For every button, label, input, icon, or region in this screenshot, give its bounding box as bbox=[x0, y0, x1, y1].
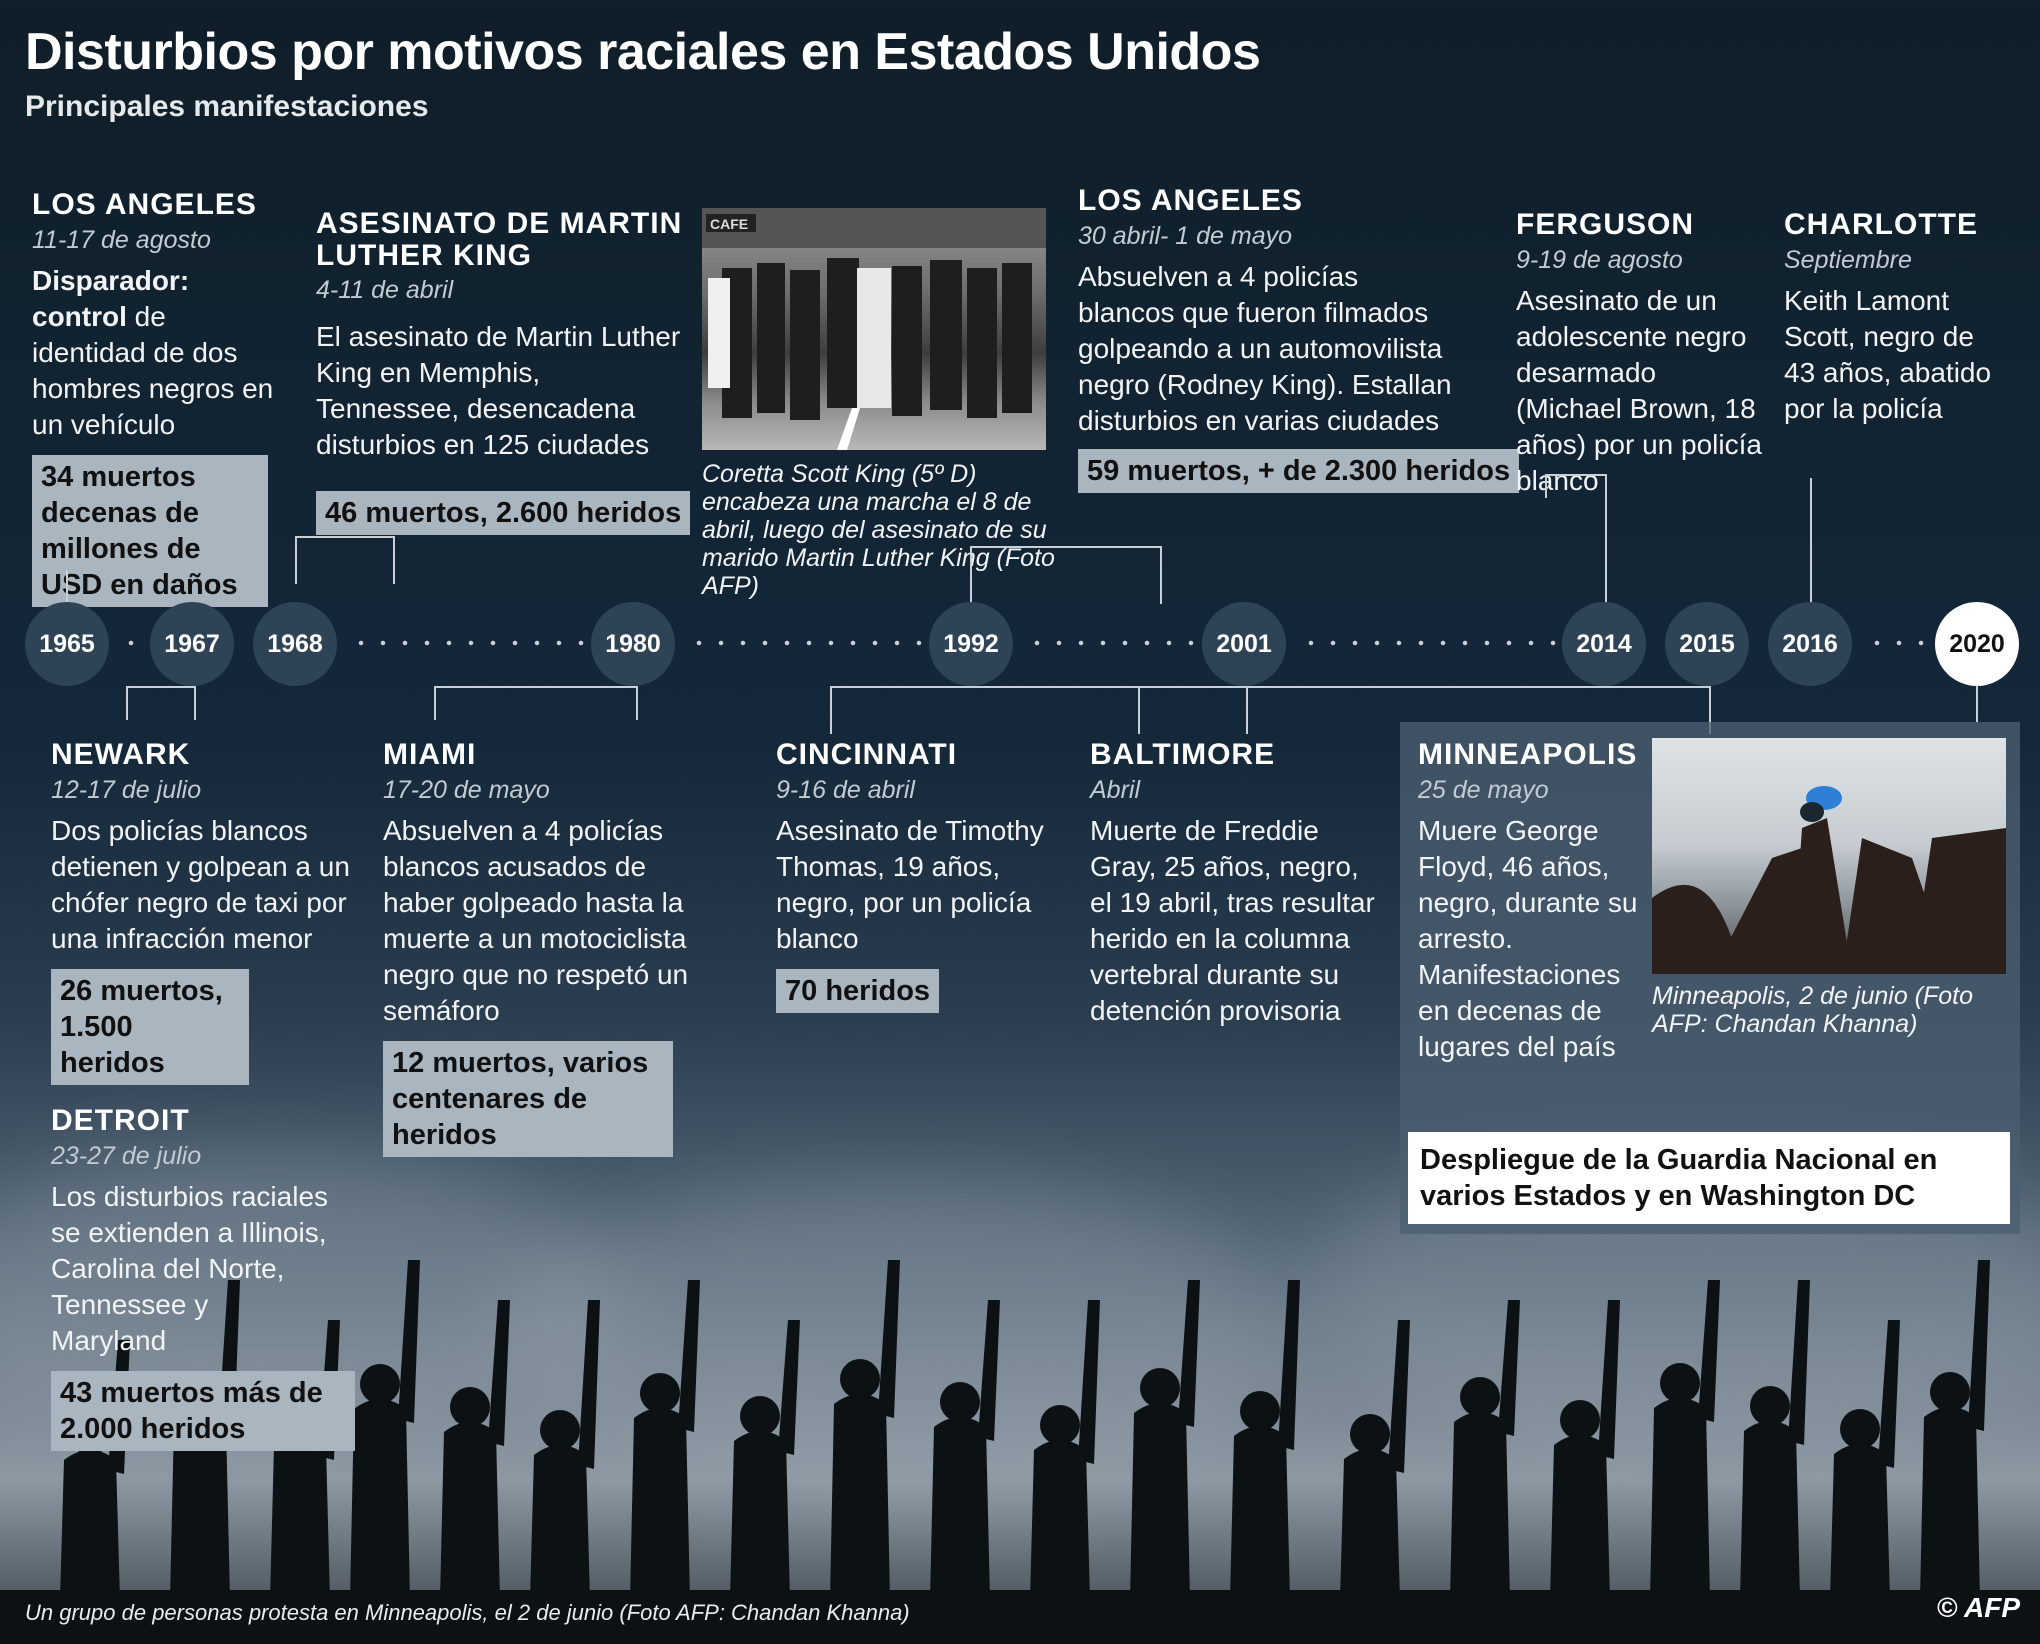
event-description: Absuelven a 4 policías blancos acusados de haber golpeado hasta la muerte a un motociclista negro que no respetó un semáforo bbox=[383, 815, 689, 1026]
event-date: 9-19 de agosto bbox=[1516, 246, 1683, 274]
afp-logo: © AFP bbox=[1936, 1592, 2020, 1623]
event-city: BALTIMORE bbox=[1090, 738, 1276, 771]
event-city: LOS ANGELES bbox=[32, 188, 257, 221]
event-ferguson-2014 bbox=[1516, 208, 1766, 499]
fists-photo-caption: Minneapolis, 2 de junio (Foto AFP: Chandan Khanna) bbox=[1652, 982, 1974, 1038]
event-mlk-1968 bbox=[316, 208, 686, 535]
event-toll: 34 muertos decenas de millones de USD en daños bbox=[32, 455, 268, 607]
event-date: 4-11 de abril bbox=[316, 276, 454, 304]
event-date: 11-17 de agosto bbox=[32, 226, 211, 254]
event-los-angeles-1992 bbox=[1078, 184, 1518, 493]
event-city: CINCINNATI bbox=[776, 738, 958, 771]
timeline-dots bbox=[1866, 640, 1932, 646]
year-2014[interactable]: 2014 bbox=[1562, 602, 1646, 686]
event-date: 12-17 de julio bbox=[51, 776, 202, 804]
connector bbox=[434, 686, 638, 720]
connector bbox=[1545, 474, 1547, 498]
march-photo-caption: Coretta Scott King (5º D) encabeza una marcha el 8 de abril, luego del asesinato de su marido Martin Luther King (Foto AFP) bbox=[702, 460, 1055, 600]
event-city: LOS ANGELES bbox=[1078, 184, 1303, 217]
page-title: Disturbios por motivos raciales en Estados Unidos bbox=[25, 23, 1261, 81]
event-toll: 43 muertos más de 2.000 heridos bbox=[51, 1371, 355, 1451]
event-description-text: de identidad de dos hombres negros en un vehículo bbox=[32, 301, 274, 440]
event-city: NEWARK bbox=[51, 738, 191, 771]
event-description: El asesinato de Martin Luther King en Memphis, Tennessee, desencadena disturbios en 125 ciudades bbox=[316, 321, 681, 460]
event-toll: 26 muertos, 1.500 heridos bbox=[51, 969, 249, 1085]
year-2015[interactable]: 2015 bbox=[1665, 602, 1749, 686]
event-date: 25 de mayo bbox=[1418, 776, 1549, 804]
event-charlotte-2016 bbox=[1784, 208, 1994, 427]
event-date: 30 abril- 1 de mayo bbox=[1078, 222, 1293, 250]
event-city: ASESINATO DE MARTIN LUTHER KING bbox=[316, 207, 683, 272]
year-1965[interactable]: 1965 bbox=[25, 602, 109, 686]
timeline-dots bbox=[120, 640, 140, 646]
event-date: 17-20 de mayo bbox=[383, 776, 550, 804]
connector bbox=[126, 686, 196, 720]
march-photo bbox=[702, 208, 1046, 450]
event-description: Los disturbios raciales se extienden a Illinois, Carolina del Norte, Tennessee y Maryland bbox=[51, 1181, 329, 1356]
event-minneapolis-2020 bbox=[1400, 722, 2020, 1234]
fists-photo bbox=[1652, 738, 2006, 974]
year-2020[interactable]: 2020 bbox=[1935, 602, 2019, 686]
event-toll: 12 muertos, varios centenares de heridos bbox=[383, 1041, 673, 1157]
event-description: Muere George Floyd, 46 años, negro, durante su arresto. Manifestaciones en decenas de lugares del país bbox=[1418, 815, 1638, 1062]
event-city: FERGUSON bbox=[1516, 208, 1695, 241]
event-description: Asesinato de Timothy Thomas, 19 años, negro, por un policía blanco bbox=[776, 815, 1044, 954]
connector bbox=[970, 546, 1162, 604]
event-description: Keith Lamont Scott, negro de 43 años, abatido por la policía bbox=[1784, 285, 1992, 424]
event-trigger: Disparador: control bbox=[32, 265, 190, 332]
event-date: Septiembre bbox=[1784, 246, 1912, 274]
event-toll: 46 muertos, 2.600 heridos bbox=[316, 491, 690, 535]
event-city: MIAMI bbox=[383, 738, 477, 771]
event-newark-1967 bbox=[51, 738, 361, 1085]
page-subtitle: Principales manifestaciones bbox=[25, 90, 429, 123]
connector bbox=[1545, 474, 1607, 604]
year-2001[interactable]: 2001 bbox=[1202, 602, 1286, 686]
event-description: Absuelven a 4 policías blancos que fueron filmados golpeando a un automovilista negro (Rodney King). Estallan disturbios en varias ciudades bbox=[1078, 261, 1452, 436]
event-toll: 70 heridos bbox=[776, 969, 939, 1013]
timeline-dots bbox=[350, 640, 590, 646]
event-baltimore-2015 bbox=[1090, 738, 1390, 1029]
event-description: Dos policías blancos detienen y golpean a un chófer negro de taxi por una infracción menor bbox=[51, 815, 350, 954]
event-description bbox=[32, 263, 282, 443]
year-2016[interactable]: 2016 bbox=[1768, 602, 1852, 686]
national-guard-note: Despliegue de la Guardia Nacional en varios Estados y en Washington DC bbox=[1408, 1132, 2010, 1224]
event-cincinnati-2001 bbox=[776, 738, 1076, 1013]
event-date: Abril bbox=[1090, 776, 1141, 804]
event-city: CHARLOTTE bbox=[1784, 208, 1978, 241]
year-1980[interactable]: 1980 bbox=[591, 602, 675, 686]
footer-photo-credit: Un grupo de personas protesta en Minneapolis, el 2 de junio (Foto AFP: Chandan Khanna) bbox=[25, 1600, 910, 1625]
event-city: MINNEAPOLIS bbox=[1418, 738, 1638, 771]
connector bbox=[1976, 686, 1978, 722]
year-1967[interactable]: 1967 bbox=[150, 602, 234, 686]
year-1992[interactable]: 1992 bbox=[929, 602, 1013, 686]
timeline-dots bbox=[1300, 640, 1560, 646]
connector bbox=[295, 536, 395, 584]
event-city: DETROIT bbox=[51, 1104, 190, 1137]
event-date: 23-27 de julio bbox=[51, 1142, 202, 1170]
timeline-dots bbox=[688, 640, 924, 646]
year-1968[interactable]: 1968 bbox=[253, 602, 337, 686]
connector bbox=[66, 570, 68, 602]
cafe-sign: CAFE bbox=[710, 216, 749, 232]
event-detroit-1967 bbox=[51, 1104, 361, 1451]
timeline-dots bbox=[1026, 640, 1202, 646]
event-description: Asesinato de un adolescente negro desarmado (Michael Brown, 18 años) por un policía blanco bbox=[1516, 285, 1762, 496]
event-date: 9-16 de abril bbox=[776, 776, 915, 804]
event-miami-1980 bbox=[383, 738, 723, 1157]
event-description: Muerte de Freddie Gray, 25 años, negro, el 19 abril, tras resultar herido en la columna vertebral durante su detención provisoria bbox=[1090, 815, 1375, 1026]
event-los-angeles-1965 bbox=[32, 188, 282, 607]
connector bbox=[1810, 478, 1812, 602]
event-toll: 59 muertos, + de 2.300 heridos bbox=[1078, 449, 1519, 493]
